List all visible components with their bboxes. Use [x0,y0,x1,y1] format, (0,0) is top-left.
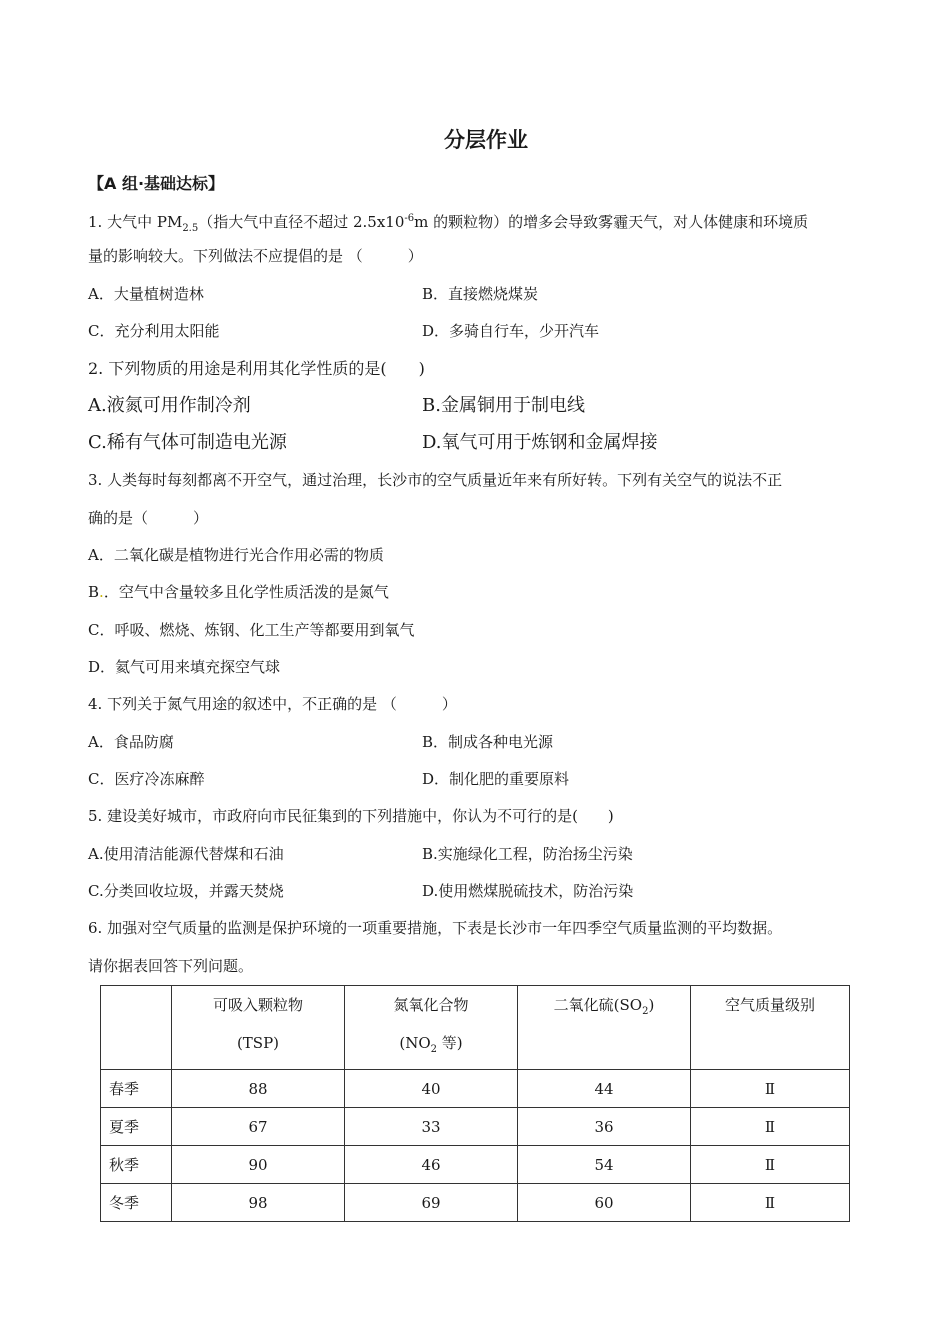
so2-cell: 60 [518,1184,691,1222]
q4-option-d: D．制化肥的重要原料 [422,770,570,788]
no2-cell: 33 [345,1108,518,1146]
q5-option-c: C.分类回收垃圾，并露天焚烧 [88,882,284,900]
q1-option-b: B．直接燃烧煤炭 [422,285,539,303]
table-corner-cell [101,986,172,1070]
header-level: 空气质量级别 [691,986,850,1070]
no2-cell: 46 [345,1146,518,1184]
q2-option-c: C.稀有气体可制造电光源 [88,432,287,453]
q5-stem: 5. 建设美好城市，市政府向市民征集到的下列措施中，你认为不可行的是( ) [88,807,614,825]
so2-cell: 44 [518,1070,691,1108]
q2-stem: 2. 下列物质的用途是利用其化学性质的是( ) [88,359,425,378]
q5-option-b: B.实施绿化工程，防治扬尘污染 [422,845,633,863]
q1-stem-line2: 量的影响较大。下列做法不应提倡的是 （ ） [88,247,423,265]
so2-cell: 36 [518,1108,691,1146]
q2-option-d: D.氧气可用于炼钢和金属焊接 [422,432,658,453]
no2-cell: 40 [345,1070,518,1108]
q5-option-a: A.使用清洁能源代替煤和石油 [88,845,284,863]
level-cell: Ⅱ [691,1184,850,1222]
q1-option-d: D．多骑自行车，少开汽车 [422,322,600,340]
q3-option-d: D．氦气可用来填充探空气球 [88,658,281,676]
q2-option-a: A.液氮可用作制冷剂 [88,395,251,416]
table-row [101,1146,850,1184]
tsp-cell: 88 [172,1070,345,1108]
header-no2: 氮氧化合物 ($NO_2$ 等) [345,986,518,1070]
table-row [101,1108,850,1146]
season-cell: 冬季 [101,1184,172,1222]
section-heading: 【A 组·基础达标】 [88,174,225,193]
tsp-cell: 67 [172,1108,345,1146]
q1-option-c: C．充分利用太阳能 [88,322,220,340]
q1-stem-line1: 1. 大气中 $PM_{2.5}$（指大气中直径不超过 $2.5x10^{-6}m$ 的颗粒物）的增多会导致雾霾天气，对人体健康和环境质 [88,213,809,234]
decorative-dot: . [99,583,104,601]
header-tsp: 可吸入颗粒物 (TSP) [172,986,345,1070]
q6-stem-line1: 6. 加强对空气质量的监测是保护环境的一项重要措施，下表是长沙市一年四季空气质量监测的平均数据。 [88,919,783,937]
header-so2: 二氧化硫$(SO_2)$ [518,986,691,1070]
q3-stem-line1: 3. 人类每时每刻都离不开空气，通过治理，长沙市的空气质量近年来有所好转。下列有关空气的说法不正 [88,471,783,489]
q1-option-a: A．大量植树造林 [88,285,204,303]
q3-option-a: A．二氧化碳是植物进行光合作用必需的物质 [88,546,384,564]
air-quality-table [100,985,850,1222]
so2-cell: 54 [518,1146,691,1184]
no2-cell: 69 [345,1184,518,1222]
season-cell: 夏季 [101,1108,172,1146]
level-cell: Ⅱ [691,1070,850,1108]
page-title: 分层作业 [444,128,528,152]
q4-option-b: B．制成各种电光源 [422,733,554,751]
table-row [101,1070,850,1108]
tsp-cell: 90 [172,1146,345,1184]
q3-stem-line2: 确的是（ ） [88,509,209,527]
q4-stem: 4. 下列关于氮气用途的叙述中，不正确的是 （ ） [88,695,457,713]
tsp-cell: 98 [172,1184,345,1222]
q2-option-b: B.金属铜用于制电线 [422,395,585,416]
q4-option-a: A．食品防腐 [88,733,174,751]
q6-stem-line2: 请你据表回答下列问题。 [88,957,254,975]
q3-option-b: B.．空气中含量较多且化学性质活泼的是氮气 [88,583,389,601]
q5-option-d: D.使用燃煤脱硫技术，防治污染 [422,882,634,900]
table-row [101,1184,850,1222]
level-cell: Ⅱ [691,1146,850,1184]
level-cell: Ⅱ [691,1108,850,1146]
table-header-row [101,986,850,1070]
season-cell: 秋季 [101,1146,172,1184]
q4-option-c: C．医疗冷冻麻醉 [88,770,205,788]
season-cell: 春季 [101,1070,172,1108]
q3-option-c: C．呼吸、燃烧、炼钢、化工生产等都要用到氧气 [88,621,415,639]
